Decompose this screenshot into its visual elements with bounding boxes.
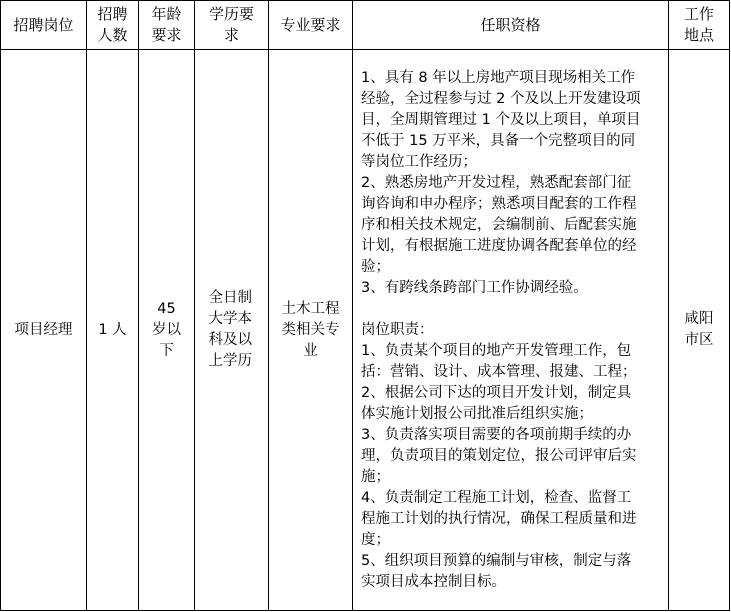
cell-count: 1 人 xyxy=(87,50,139,611)
header-age: 年龄要求 xyxy=(139,1,195,50)
qualification-line: 3、有跨线条跨部门工作协调经验。 xyxy=(361,279,588,296)
duties-list xyxy=(361,341,660,593)
qualification-line: 程施工计划的执行情况，确保工程质量和进 xyxy=(361,510,637,527)
table-row xyxy=(1,50,730,611)
qualification-line: 括：营销、设计、成本管理、报建、工程； xyxy=(361,363,637,380)
header-major: 专业要求 xyxy=(269,1,353,50)
cell-age: 45 岁以下 xyxy=(139,50,195,611)
qualification-line: 施； xyxy=(361,468,390,485)
qualification-line: 4、负责制定工程施工计划，检查、监督工 xyxy=(361,489,632,506)
qualification-line: 序和相关技术规定，会编制前、后配套实施 xyxy=(361,216,637,233)
cell-major: 土木工程类相关专业 xyxy=(269,50,353,611)
qualification-line: 3、负责落实项目需要的各项前期手续的办 xyxy=(361,426,632,443)
header-position: 招聘岗位 xyxy=(1,1,87,50)
qualification-line: 计划，有根据施工进度协调各配套单位的经 xyxy=(361,237,637,254)
qualification-line: 体实施计划报公司批准后组织实施； xyxy=(361,405,593,422)
qualification-line: 度； xyxy=(361,531,390,548)
qualification-line: 2、熟悉房地产开发过程，熟悉配套部门征 xyxy=(361,174,632,191)
cell-location: 咸阳市区 xyxy=(669,50,730,611)
header-qualifications: 任职资格 xyxy=(353,1,669,50)
qualifications-list xyxy=(361,68,660,299)
cell-position: 项目经理 xyxy=(1,50,87,611)
qualification-line: 经验，全过程参与过 2 个及以上开发建设项 xyxy=(361,90,641,107)
section-gap xyxy=(361,299,660,320)
header-education: 学历要求 xyxy=(195,1,269,50)
qualification-line: 验； xyxy=(361,258,390,275)
qualification-line: 1、具有 8 年以上房地产项目现场相关工作 xyxy=(361,69,636,86)
qualification-line: 5、组织项目预算的编制与审核，制定与落 xyxy=(361,552,632,569)
qualification-line: 1、负责某个项目的地产开发管理工作，包 xyxy=(361,342,632,359)
qualification-line: 不低于 15 万平米，具备一个完整项目的同 xyxy=(361,132,636,149)
qualification-line: 实项目成本控制目标。 xyxy=(361,573,506,590)
duties-title: 岗位职责： xyxy=(361,321,434,338)
qualification-line: 目，全周期管理过 1 个及以上项目，单项目 xyxy=(361,111,641,128)
qualification-line: 2、根据公司下达的项目开发计划，制定具 xyxy=(361,384,632,401)
qualification-line: 询咨询和申办程序；熟悉项目配套的工作程 xyxy=(361,195,637,212)
cell-qualifications xyxy=(353,50,669,611)
qualification-line: 理，负责项目的策划定位，报公司评审后实 xyxy=(361,447,637,464)
header-row xyxy=(1,1,730,50)
header-location: 工作地点 xyxy=(669,1,730,50)
header-count: 招聘人数 xyxy=(87,1,139,50)
cell-education: 全日制大学本科及以上学历 xyxy=(195,50,269,611)
qualification-line: 等岗位工作经历； xyxy=(361,153,477,170)
